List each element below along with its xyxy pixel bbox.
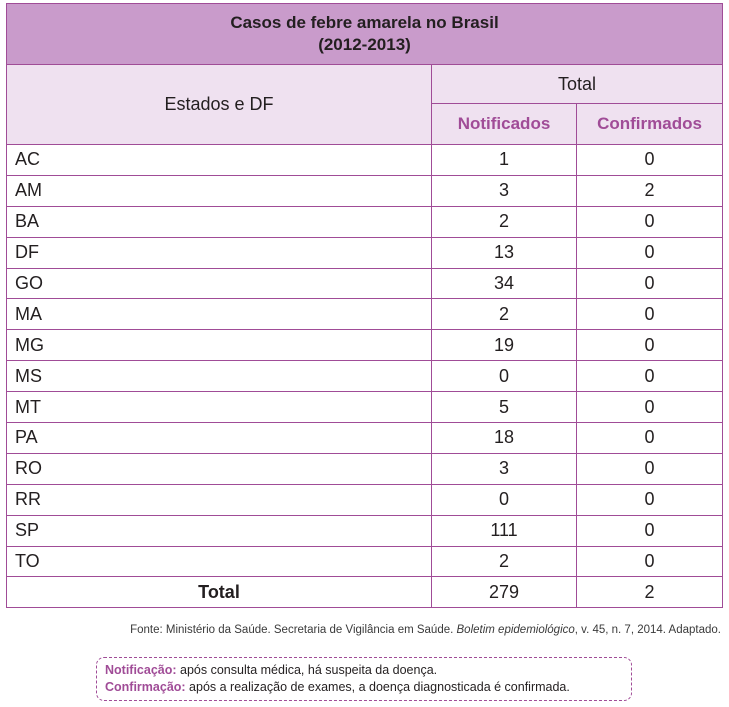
state-cell: TO [7,546,432,577]
table-row [7,484,723,515]
column-header-notified: Notificados [432,104,577,145]
state-cell: DF [7,237,432,268]
notified-cell: 2 [432,206,577,237]
total-notified: 279 [432,577,577,608]
confirmed-cell: 2 [577,175,723,206]
confirmed-cell: 0 [577,206,723,237]
table-row [7,361,723,392]
confirmed-cell: 0 [577,546,723,577]
notified-cell: 34 [432,268,577,299]
state-cell: RO [7,453,432,484]
source-citation [130,624,721,636]
table-row [7,206,723,237]
state-cell: MG [7,330,432,361]
confirmed-cell: 0 [577,515,723,546]
table-title [7,4,723,65]
yellow-fever-cases-table [6,3,723,608]
state-cell: MA [7,299,432,330]
notification-definition [105,662,623,679]
table-row [7,515,723,546]
total-confirmed: 2 [577,577,723,608]
state-cell: MS [7,361,432,392]
column-header-confirmed: Confirmados [577,104,723,145]
table-body [7,145,723,577]
column-header-total: Total [432,65,723,104]
confirmed-cell: 0 [577,392,723,423]
definitions-box [96,657,632,701]
state-cell: GO [7,268,432,299]
notified-cell: 0 [432,484,577,515]
notified-cell: 19 [432,330,577,361]
source-prefix: Fonte: Ministério da Saúde. Secretaria de Vigilância em Saúde. [130,624,457,636]
table-row [7,299,723,330]
yellow-fever-table-container [6,3,722,608]
table-row [7,330,723,361]
column-header-states: Estados e DF [7,65,432,145]
state-cell: PA [7,423,432,454]
confirmation-definition [105,679,623,696]
confirmed-cell: 0 [577,268,723,299]
notified-cell: 0 [432,361,577,392]
table-row [7,175,723,206]
source-suffix: , v. 45, n. 7, 2014. Adaptado. [574,624,721,636]
notified-cell: 5 [432,392,577,423]
notified-cell: 13 [432,237,577,268]
table-row [7,546,723,577]
notified-cell: 2 [432,546,577,577]
confirmation-term: Confirmação: [105,680,186,694]
table-row [7,268,723,299]
confirmed-cell: 0 [577,361,723,392]
table-title-line1: Casos de febre amarela no Brasil [230,13,499,32]
state-cell: SP [7,515,432,546]
notification-term: Notificação: [105,663,177,677]
source-publication: Boletim epidemiológico [456,624,575,636]
confirmed-cell: 0 [577,484,723,515]
notified-cell: 111 [432,515,577,546]
confirmed-cell: 0 [577,299,723,330]
confirmed-cell: 0 [577,453,723,484]
confirmed-cell: 0 [577,145,723,176]
state-cell: AM [7,175,432,206]
confirmed-cell: 0 [577,423,723,454]
notified-cell: 3 [432,175,577,206]
notification-text: após consulta médica, há suspeita da doença. [176,663,438,677]
total-label: Total [7,577,432,608]
state-cell: MT [7,392,432,423]
table-row [7,145,723,176]
notified-cell: 2 [432,299,577,330]
notified-cell: 1 [432,145,577,176]
total-row [7,577,723,608]
table-title-line2: (2012-2013) [318,35,411,54]
table-row [7,453,723,484]
state-cell: AC [7,145,432,176]
notified-cell: 18 [432,423,577,454]
table-row [7,237,723,268]
state-cell: RR [7,484,432,515]
table-row [7,423,723,454]
notified-cell: 3 [432,453,577,484]
confirmed-cell: 0 [577,330,723,361]
state-cell: BA [7,206,432,237]
table-row [7,392,723,423]
confirmed-cell: 0 [577,237,723,268]
confirmation-text: após a realização de exames, a doença diagnosticada é confirmada. [185,680,570,694]
